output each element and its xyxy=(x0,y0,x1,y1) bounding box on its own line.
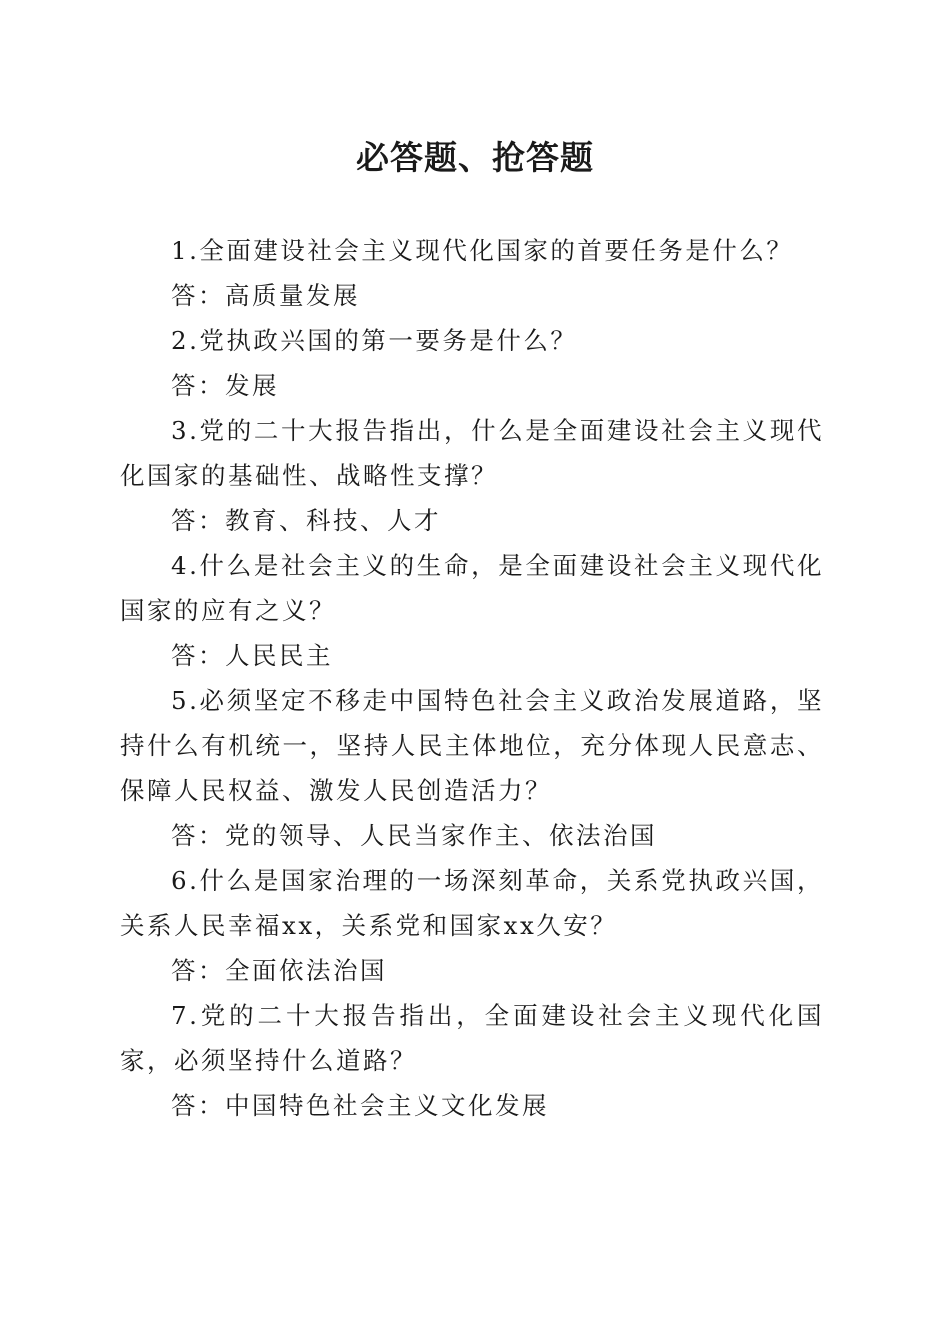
answer-5: 答：党的领导、人民当家作主、依法治国 xyxy=(171,821,657,850)
answer-2: 答：发展 xyxy=(171,371,279,400)
question-2: 2.党执政兴国的第一要务是什么？ xyxy=(171,326,578,355)
page-title: 必答题、抢答题 xyxy=(356,138,594,177)
question-list xyxy=(120,228,824,1128)
question-4: 4.什么是社会主义的生命，是全面建设社会主义现代化国家的应有之义？ xyxy=(120,551,824,625)
answer-1: 答：高质量发展 xyxy=(171,281,360,310)
question-1: 1.全面建设社会主义现代化国家的首要任务是什么？ xyxy=(171,236,794,265)
question-6: 6.什么是国家治理的一场深刻革命，关系党执政兴国，关系人民幸福xx，关系党和国家xx久安？ xyxy=(120,866,824,940)
answer-3: 答：教育、科技、人才 xyxy=(171,506,441,535)
question-5: 5.必须坚定不移走中国特色社会主义政治发展道路，坚持什么有机统一，坚持人民主体地位，充分体现人民意志、保障人民权益、激发人民创造活力？ xyxy=(120,686,824,805)
question-7: 7.党的二十大报告指出，全面建设社会主义现代化国家，必须坚持什么道路？ xyxy=(120,1001,824,1075)
question-3: 3.党的二十大报告指出，什么是全面建设社会主义现代化国家的基础性、战略性支撑？ xyxy=(120,416,824,490)
answer-7: 答：中国特色社会主义文化发展 xyxy=(171,1091,549,1120)
answer-6: 答：全面依法治国 xyxy=(171,956,387,985)
answer-4: 答：人民民主 xyxy=(171,641,333,670)
